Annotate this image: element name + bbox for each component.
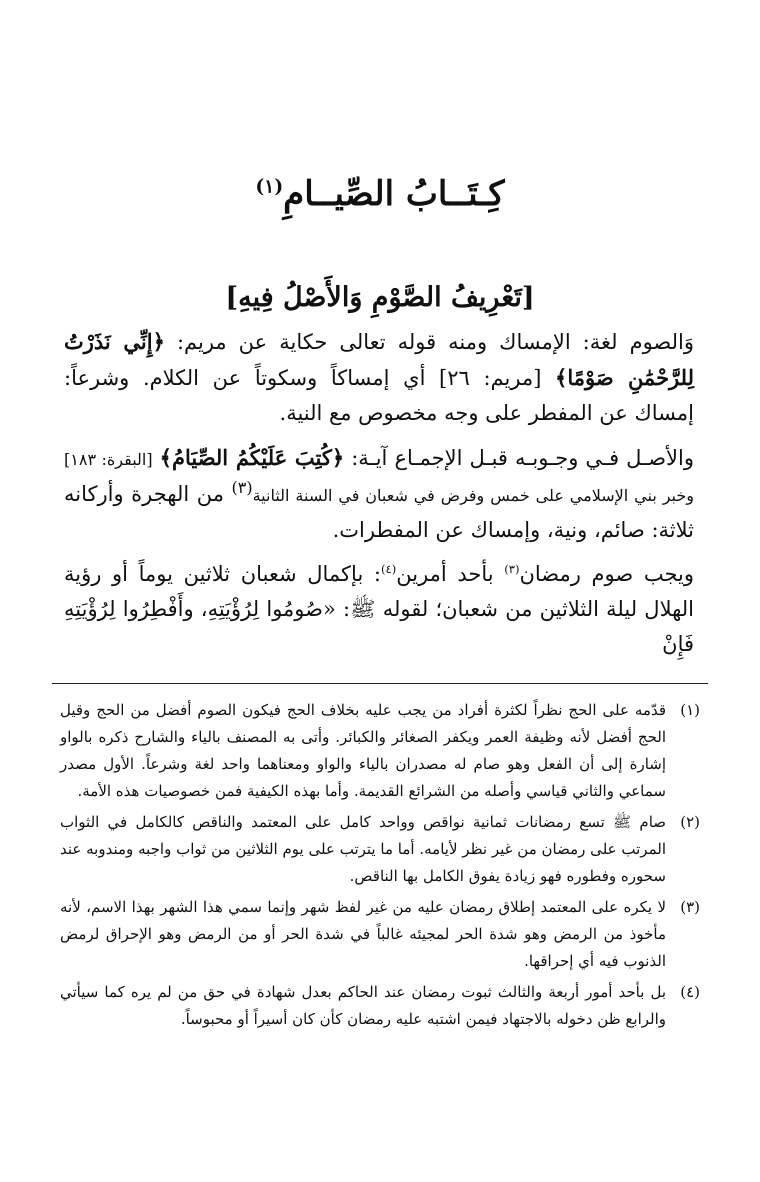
paragraph-text: بأحد أمرين [396,562,505,586]
paragraph-text: [مريم: ٢٦] أي إمساكاً وسكوتاً عن الكلام. وشرعاً: إمساك عن المفطر على وجه مخصوص مع النية. [64,366,694,425]
paragraph-text: من الهجرة وأركانه ثلاثة: صائم، ونية، وإمساك عن المفطرات. [64,482,694,542]
footnote-item [60,697,700,805]
footnote-divider [52,683,708,684]
chapter-title-text: كِـتَــابُ الصِّيــامِ [283,174,505,214]
paragraph-origin [64,440,694,548]
footnotes [60,697,700,1037]
quran-verse: ﴿إِنِّي نَذَرْتُ لِلرَّحْمَٰنِ صَوْمًا﴾ [64,329,694,390]
paragraph-text: : بإكمال شعبان ثلاثين يوماً أو رؤية الهلال ليلة الثلاثين من شعبان؛ لقوله ﷺ: [64,562,695,621]
footnote-ref: (٣) [231,478,253,497]
chapter-title-footnote-ref: (١) [255,175,284,198]
footnote-item [60,979,700,1033]
footnote-number: (٤) [680,983,700,1001]
quran-verse: ﴿كُتِبَ عَلَيْكُمُ الصِّيَامُ﴾ [159,445,345,470]
footnote-text: بل بأحد أمور أربعة والثالث ثبوت رمضان عند الحاكم بعدل شهادة في حق من لم يره كما سيأتي والرابع ظن دخوله بالاجتهاد فيمن اشتبه عليه رمضان كأن كان أسيراً أو محبوساً. [60,983,666,1028]
footnote-item [60,894,700,975]
chapter-title [0,172,760,216]
footnote-number: (٢) [680,813,700,831]
footnote-number: (٣) [680,898,700,916]
paragraph-text: وَالصوم لغة: الإمساك ومنه قوله تعالى حكاية عن مريم: [164,330,694,354]
main-text [64,324,694,668]
footnote-ref: (٣) [504,562,520,576]
paragraph-text: والأصـل فـي وجـوبـه قبـل الإجمـاع آيـة: [344,446,695,470]
footnote-text: قدّمه على الحج نظراً لكثرة أفراد من يجب عليه بخلاف الحج فيكون الصوم أفضل من الحج وقيل الحج أفضل لأنه وظيفة العمر ويكفر الصغائر والكبائر. وأتى به المصنف بالياء والشارح ذكره بالواو إشارة إلى أن الفعل وهو صام له مصدران بالياء والواو ومعناهما واحد لغة وشرعاً. الأول مصدر سماعي والثاني قياسي وأصله من الشرائع القديمة. وأما بهذه الكيفية فمن خصوصيات هذه الأمة. [60,701,666,800]
footnote-item [60,809,700,890]
verse-reference: [البقرة: ١٨٣] وخبر بني الإسلامي على خمس وفرض في شعبان في السنة الثانية [64,450,695,505]
footnote-ref: (٤) [381,562,397,576]
footnote-text: صام ﷺ تسع رمضانات ثمانية نواقص وواحد كامل على المعتمد والناقص كالكامل في الثواب المرتب على رمضان من غير نظر لأيامه. أما ما يترتب على يوم الثلاثين من ثواب واجبه ومندوبه عند سحوره وفطوره فهو زيادة يفوق الكامل بها الناقص. [60,813,666,885]
paragraph-text: ويجب صوم رمضان [519,562,694,586]
footnote-number: (١) [680,701,700,719]
paragraph-definition [64,324,694,431]
footnote-text: لا يكره على المعتمد إطلاق رمضان عليه من غير لفظ شهر وإنما سمي هذا الشهر بهذا الاسم، لأنه مأخوذ من الرمض وهو شدة الحر لمجيئه غالباً في شدة الحر أو من الرمض وهو الإحراق لرمض الذنوب فيه أي إحراقها. [60,898,666,970]
paragraph-obligation [64,557,694,662]
section-heading: [تَعْرِيفُ الصَّوْمِ وَالأَصْلُ فِيهِ] [225,282,535,313]
hadith-quote: «صُومُوا لِرُؤْيَتِهِ، وأَفْطِرُوا لِرُؤْيَتِهِ فَإِنْ [64,597,694,656]
